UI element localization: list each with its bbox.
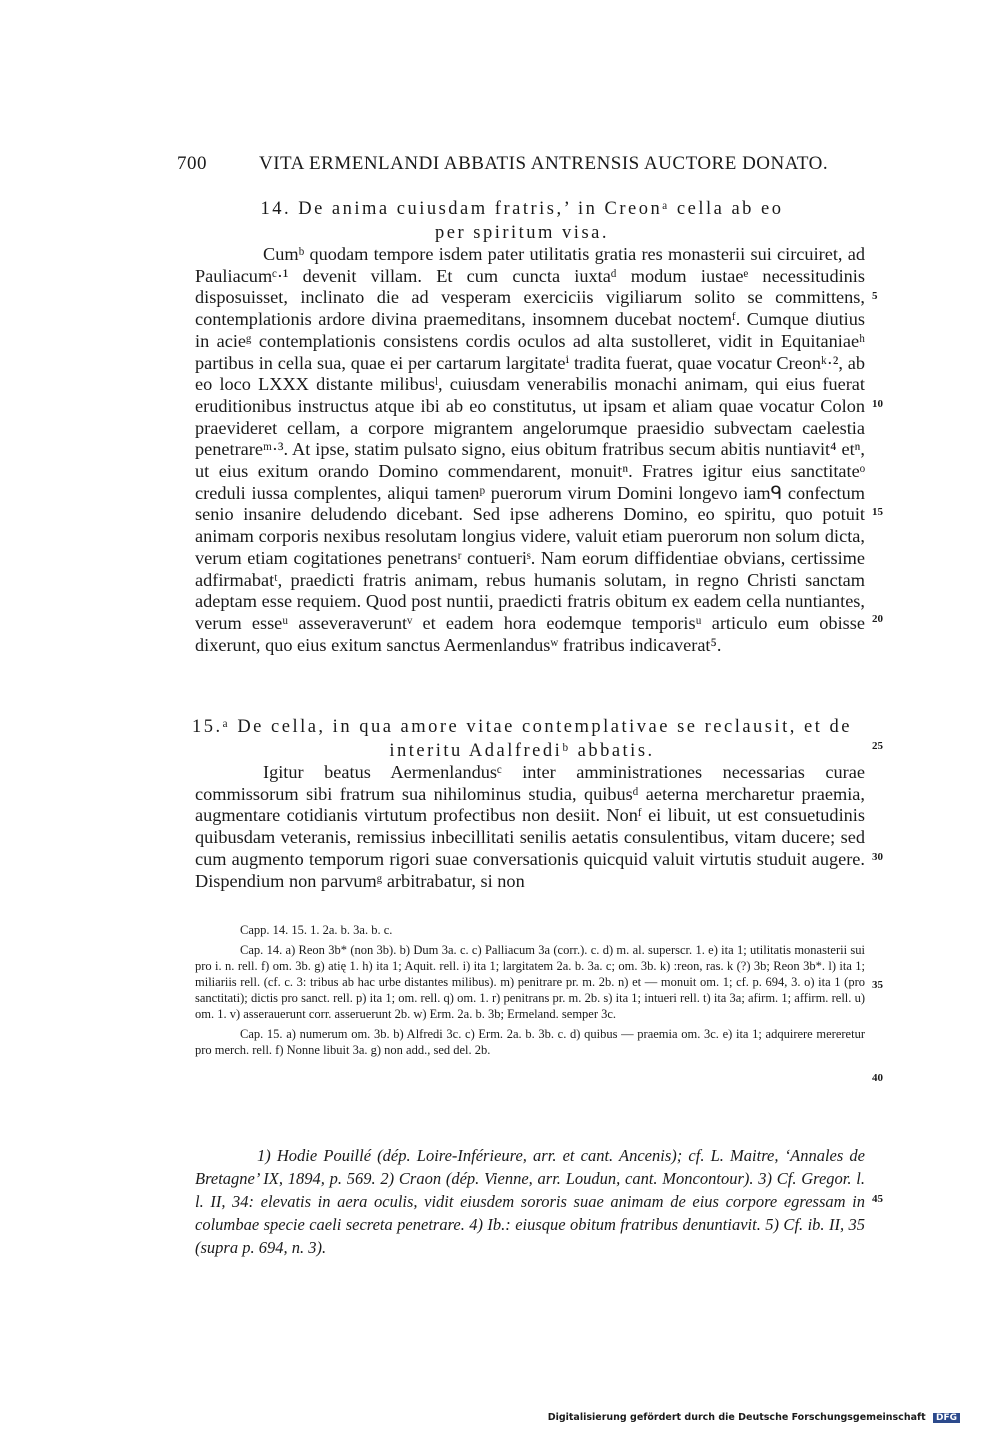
- line-number: 30: [872, 851, 883, 863]
- chapter-14-title-line1: 14. De anima cuiusdam fratris,’ in Creonᵃ cella ab eo: [260, 199, 784, 219]
- chapter-15-title-line2: interitu Adalfrediᵇ abbatis.: [389, 741, 655, 761]
- line-number: 45: [872, 1193, 883, 1205]
- apparatus-entry: Cap. 14. a) Reon 3b* (non 3b). b) Dum 3a. c. c) Palliacum 3a (corr.). c. d) m. al. superscr. 1. e) ita 1; utilitatis monasterii sui pro i. n. rell. f) om. 3b. g) atię 1. h) ita 1; Aquit. rell. i) ita 1; largitatem 2a. b. 3a. c; om. 3b. k) :reon, ras. k (?) 3b; Reon 3b*. l) ita 1; miliariis rell. (cf. c. 3: tribus ab hac urbe distantes milibus). m) penitrare pr. m. 2b. n) et — monuit om. 1; cf. p. 694, 3. o) ita 1 (pro sanctitati); dictis pro sanct. rell. p) ita 1; om. rell. q) om. 1. r) penitrans pr. m. 2b. s) ita 1; intueri rell. t) ita 3a; afirm. 1; affirm. rell. u) om. 1. v) asserauerunt corr. asseruerunt 2b. w) Erm. 2a. b. 3b; Ermeland. semper 3c.: [195, 943, 865, 1021]
- apparatus-entry: Capp. 14. 15. 1. 2a. b. 3a. b. c.: [240, 923, 393, 937]
- running-title: VITA ERMENLANDI ABBATIS ANTRENSIS AUCTORE DONATO.: [259, 153, 829, 174]
- chapter-15-body: [195, 762, 865, 892]
- line-number: 20: [872, 613, 883, 625]
- line-number: 25: [872, 740, 883, 752]
- footnotes-text: 1) Hodie Pouillé (dép. Loire-Inférieure, arr. et cant. Ancenis); cf. L. Maitre, ‘Annales de Bretagne’ IX, 1894, p. 569. 2) Craon (dép. Vienne, arr. Loudun, cant. Moncontour). 3) Cf. Gregor. l. l. II, 34: elevatis in aera oculis, vidit eiusdem sororis suae animam de eius corpore egressam in columbae specie caeli secreta penetrare. 4) Ib.: eiusque obitum fratribus denuntiavit. 5) Cf. ib. II, 35 (supra p. 694, n. 3).: [195, 1146, 865, 1257]
- line-number: 15: [872, 506, 883, 518]
- credit-text: Digitalisierung gefördert durch die Deutsche Forschungsgemeinschaft: [547, 1412, 926, 1423]
- chapter-14-title-line2: per spiritum visa.: [435, 223, 609, 243]
- footnotes: [195, 1144, 865, 1259]
- line-number: 10: [872, 398, 883, 410]
- line-number: 40: [872, 1072, 883, 1084]
- dfg-logo: DFG: [933, 1413, 960, 1423]
- page-number: 700: [177, 153, 207, 174]
- chapter-14-text: Cumᵇ quodam tempore isdem pater utilitatis gratia res monasterii sui circuiret, ad Pauliacumᶜ·¹ devenit villam. Et cum cuncta iuxtaᵈ modum iustaeᵉ necessitudinis disposuisset, inclinato die ad vesperam exerciciis vigiliarum solito se committens, contemplationis ardore divina praemeditans, insomnem ducebat noctemᶠ. Cumque diutius in acieᵍ contemplationis consistens cordis oculos ad alta sustolleret, vidit in Equitaniaeʰ partibus in cella sua, quae ei per cartarum largitateⁱ tradita fuerat, quae vocatur Creonᵏ·², ab eo loco LXXX distante milibusˡ, cuiusdam venerabilis monachi animam, qui eius fuerat eruditionibus instructus atque ibi ab eo constitutus, ut ipsam et aliam quae vocatur Colon praevideret cellam, a corpore migrantem angelorumque praesidio subvectam caelestia penetrareᵐ·³. At ipse, statim pulsato signo, eius obitum fratribus secum abitis nuntiavit⁴ etⁿ, ut eius exitum orando Domino commendarent, monuitⁿ. Fratres igitur eius sanctitateᵒ creduli iussa complentes, aliqui tamenᵖ puerorum virum Domini longevo iamᑫ confectum senio insanire deludendo dicebant. Sed ipse adherens Domino, eo spiritu, quo potuit animam corporis nexibus resolutam longius videre, valuit etiam puerorum non solum dicta, verum etiam cogitationes penetransʳ contueriˢ. Nam eorum diffidentiae obvians, certissime adfirmabatᵗ, praedicti fratris animam, rebus humanis solutam, in regno Christi sanctam adeptam esse requiem. Quod post nuntii, praedicti fratris obitum ex eadem cella nuntiantes, verum esseᵘ asseveraveruntᵛ et eadem hora eodemque temporisᵘ articulo eum obisse dixerunt, quo eius exitum sanctus Aermenlandusʷ fratribus indicaverat⁵.: [195, 244, 865, 655]
- line-number: 5: [872, 290, 878, 302]
- line-number: 35: [872, 979, 883, 991]
- chapter-15-title-line1: 15.ᵃ De cella, in qua amore vitae contemplativae se reclausit, et de: [192, 717, 852, 737]
- chapter-14-title: [177, 197, 867, 245]
- chapter-14-body: [195, 244, 865, 656]
- digitization-credit: [548, 1412, 960, 1423]
- critical-apparatus: [195, 922, 865, 1062]
- chapter-15-text: Igitur beatus Aermenlandusᶜ inter amministrationes necessarias curae commissorum sibi fratrum sua nihilominus studia, quibusᵈ aeterna mercharetur praemia, augmentare cotidianis virtutum profectibus non desiit. Nonᶠ ei libuit, ut est consuetudinis quibusdam veteranis, remissius inbecillitati senilis aetatis consulentibus, vitam ducere; sed cum augmento temporum rigori suae conversationis quicquid valuit virtutis studuit augere. Dispendium non parvumᵍ arbitrabatur, si non: [195, 762, 865, 891]
- chapter-15-title: [177, 715, 867, 763]
- apparatus-entry: Cap. 15. a) numerum om. 3b. b) Alfredi 3c. c) Erm. 2a. b. 3b. c. d) quibus — praemia om. 3c. e) ita 1; adquirere mereretur pro merch. rell. f) Nonne libuit 3a. g) non add., sed del. 2b.: [195, 1027, 865, 1057]
